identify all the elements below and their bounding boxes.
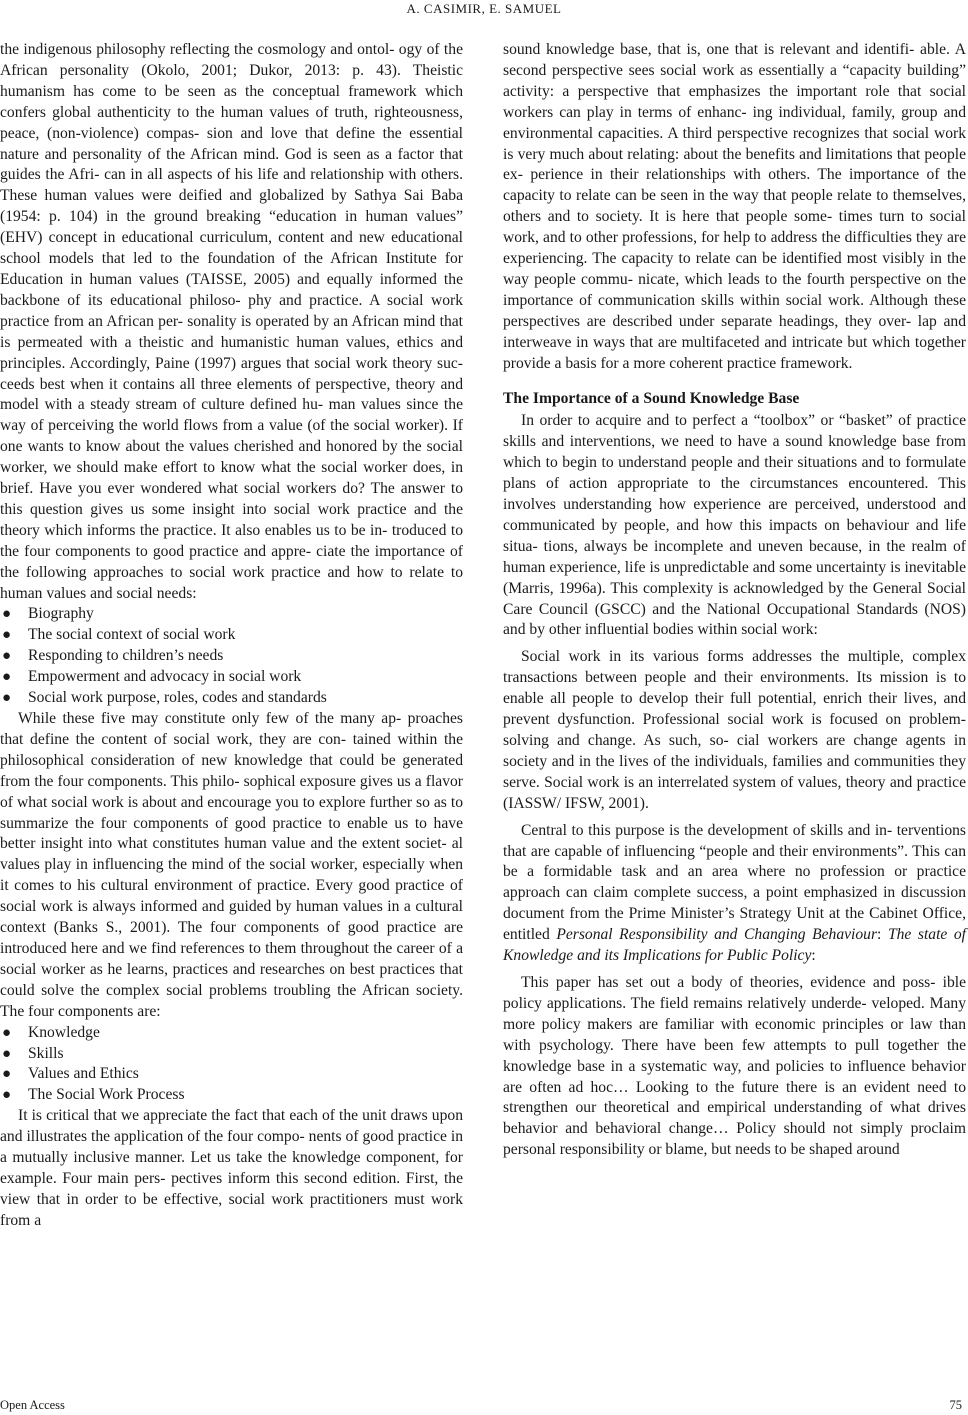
paragraph: It is critical that we appreciate the fact that each of the unit draws upon and illustrates the application of the four compo- nents of good practice in a mutually inclusive manner. Let us take the knowledge component, for example. Four main pers- pectives inform this second edition. First, the view that in order to be effective, social work practitioners must work from a (0, 1107, 463, 1229)
left-column (0, 40, 463, 1232)
bullet-icon: ● (2, 627, 12, 644)
bullet-icon: ● (2, 1066, 12, 1083)
block-quote: Social work in its various forms addresses the multiple, complex transactions between people and their environments. Its mission is to enable all people to develop their full potential, enrich their lives, and prevent dysfunction. Professional social work is focused on problem-solving and change. As such, so- cial workers are change agents in society and in the lives of the individuals, families and communities they serve. Social work is an interrelated system of values, theory and practice (IASSW/ IFSW, 2001). (503, 648, 966, 812)
list-item: ● Skills (0, 1044, 463, 1065)
bullet-icon: ● (2, 1024, 12, 1041)
bullet-icon: ● (2, 1045, 12, 1062)
list-item: ● Empowerment and advocacy in social work (0, 667, 463, 688)
bullet-icon: ● (2, 690, 12, 707)
document-title: Personal Responsibility and Changing Behaviour (556, 926, 878, 944)
list-item: ● The social context of social work (0, 625, 463, 646)
page-number: 75 (949, 1398, 962, 1412)
paragraph: sound knowledge base, that is, one that is relevant and identifi- able. A second perspective sees social work as essentially a “capacity building” activity: a perspective that emphasizes the important role that social workers can play in terms of enhanc- ing individual, family, group and environmental capacities. A third perspective recognizes that social work is very much about relating: about the benefits and limitations that people ex- perience in their relationships with others. The importance of the capacity to relate can be seen in the way that people relate to themselves, others and to society. It is here that people some- times turn to social work, and to other professions, for help to address the difficulties they are experiencing. The capacity to relate can be identified most visibly in the way people commu- nicate, which leads to the fourth perspective on the importance of communication skills within social work. Although these perspectives are described under separate headings, they over- lap and interweave in ways that are multifaceted and intricate but which together provide a basis for a more coherent practice framework. (503, 41, 966, 372)
list-item: ● Responding to children’s needs (0, 646, 463, 667)
paragraph: In order to acquire and to perfect a “toolbox” or “basket” of practice skills and interventions, we need to have a sound knowledge base from which to begin to understand people and their situations and to formulate plans of action appropriate to the circumstances encountered. This involves understanding how experience are perceived, understood and communicated by people, and how this impacts on behaviour and life situa- tions, always be incomplete and uneven because, in the realm of human experience, life is unpredictable and some uncertainty is inevitable (Marris, 1996a). This complexity is acknowledged by the General Social Care Council (GSCC) and the National Occupational Standards (NOS) and by other influential bodies within social work: (503, 412, 966, 639)
approaches-list (0, 604, 463, 709)
running-head: A. CASIMIR, E. SAMUEL (406, 1, 562, 16)
document-subtitle: The state of Knowledge and its Implications for Public Policy (503, 926, 967, 965)
paragraph: While these five may constitute only few of the many ap- proaches that define the content of social work, they are con- tained within the philosophical consideration of new knowledge that could be generated from the four components. This philo- sophical exposure gives us a flavor of what social work is about and encourage you to explore further so as to summarize the four components of good practice to enable us to have better insight into what constitutes human value and the extent societ- al values play in influencing the mind of the social worker, especially when it comes to his cultural environment of practice. Every good practice of social work is always informed and guided by human values in a cultural context (Banks S., 2001). The four components of good practice are introduced here and we find references to them throughout the career of a social worker as he learns, practices and researches on best practices that could solve the complex social problems troubling the African society. The four components are: (0, 710, 463, 1020)
footer-open-access: Open Access (0, 1398, 65, 1412)
paragraph: the indigenous philosophy reflecting the cosmology and ontol- ogy of the African personality (Okolo, 2001; Dukor, 2013: p. 43). Theistic humanism has come to be seen as the conceptual framework which confers global authenticity to the human values of truth, righteousness, peace, (non-violence) compas- sion and love that define the essential nature and personality of the African mind. God is seen as a factor that guides the Afri- can in all aspects of his life and relationship with others. These human values were deified and globalized by Sathya Sai Baba (1954: p. 104) in the ground breaking “education in human values” (EHV) concept in educational curriculum, content and new educational school models that led to the foundation of the African Institute for Education in human values (TAISSE, 2005) and equally informed the backbone of its educational philoso- phy and practice. A social work practice from an African per- sonality is operated by an African mind that is permeated with a theistic and humanistic human values, ethics and principles. Accordingly, Paine (1997) argues that social work theory suc- ceeds best when it contains all three elements of perspective, theory and model with a steady stream of culture defined hu- man values since the way of perceiving the world flows from a value (of the social worker). If one wants to know about the values cherished and honored by the social worker, we should make effort to know what the social worker does, in brief. Have you ever wondered what social workers do? The answer to this question gives us some insight into social work practice and the theory which informs the practice. It also enables us to be in- troduced to the four components to good practice and appre- ciate the importance of the following approaches to social work practice and how to relate to human values and social needs: (0, 41, 463, 602)
list-item: ● Values and Ethics (0, 1064, 463, 1085)
list-item: ● Social work purpose, roles, codes and standards (0, 688, 463, 709)
bullet-icon: ● (2, 648, 12, 665)
bullet-icon: ● (2, 1087, 12, 1104)
bullet-icon: ● (2, 606, 12, 623)
paragraph: Central to this purpose is the development of skills and in- terventions that are capable of influencing “people and their environments”. This can be a formidable task and an area where no profession or practice approach can claim complete success, a point emphasized in discussion document from the Prime Minister’s Strategy Unit at the Cabinet Office, entitled Personal Responsibility and Changing Behaviour: The state of Knowledge and its Implications for Public Policy: (503, 821, 967, 965)
block-quote: This paper has set out a body of theories, evidence and poss- ible policy applications. The field remains relatively underde- veloped. Many more policy makers are familiar with economic principles or law than with psychology. There have been few attempts to pull together the knowledge base in a systematic way, and policies to influence behavior are often ad hoc… Looking to the future there is an evident need to strengthen our theoretical and empirical understanding of what drives behavior and behavioral change… Policy should not simply proclaim personal responsibility or blame, but needs to be shaped around (503, 973, 966, 1159)
components-list (0, 1023, 463, 1107)
right-column (503, 40, 966, 1161)
bullet-icon: ● (2, 669, 12, 686)
list-item: ● Biography (0, 604, 463, 625)
section-heading: The Importance of a Sound Knowledge Base (503, 389, 800, 407)
list-item: ● The Social Work Process (0, 1085, 463, 1106)
list-item: ● Knowledge (0, 1023, 463, 1044)
